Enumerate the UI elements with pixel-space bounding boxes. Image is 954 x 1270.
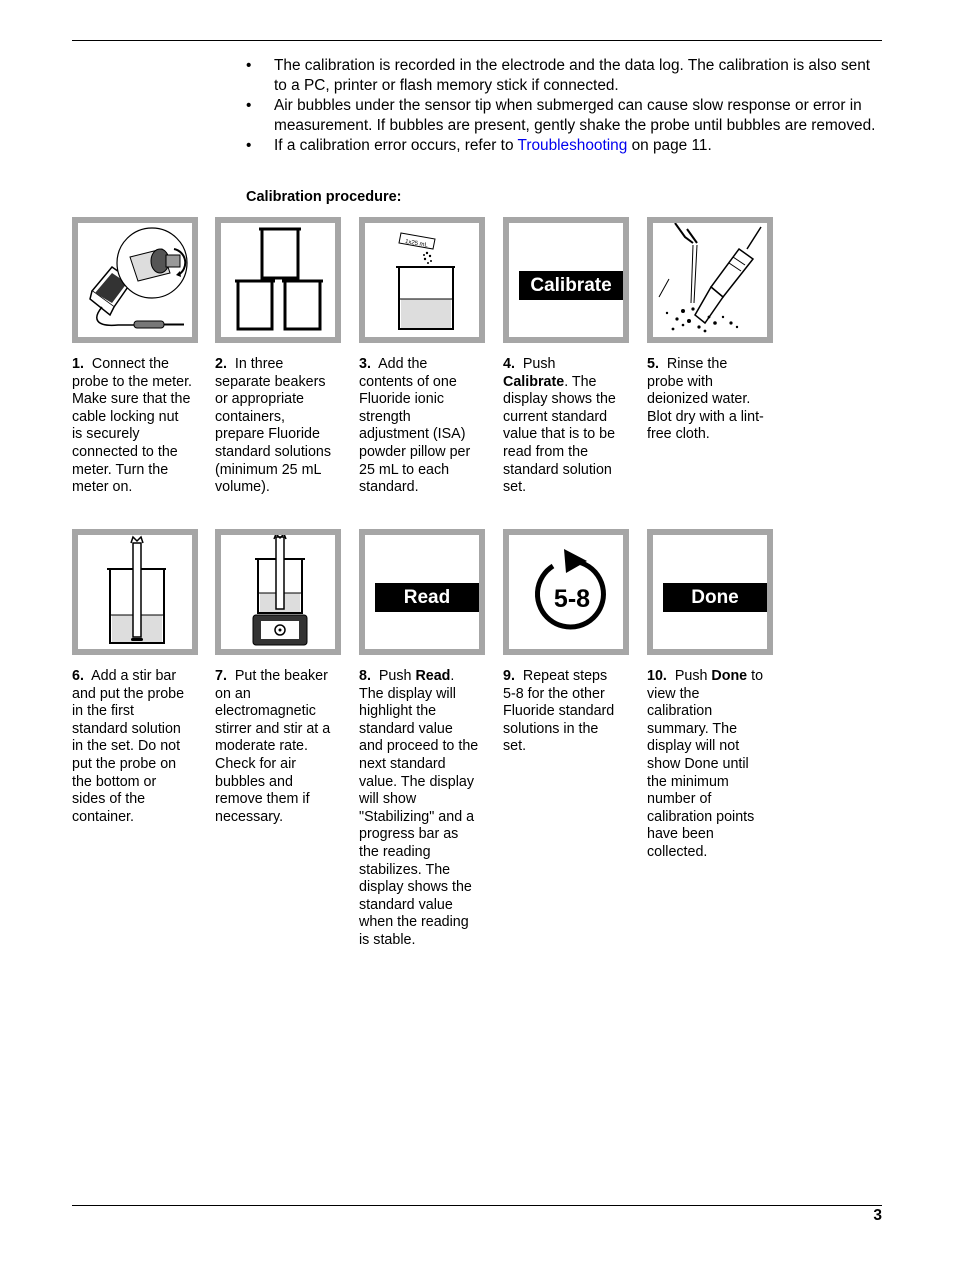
step-10-illustration <box>647 529 773 655</box>
step-description: In three separate beakers or appropriate containers, prepare Fluoride standard solutions (minimum 25 mL volume). <box>215 356 332 496</box>
stirrer-beaker-icon <box>221 535 335 649</box>
step-4-text <box>503 356 623 497</box>
bullet-symbol: • <box>246 97 252 115</box>
step-3-illustration <box>359 217 485 343</box>
procedure-heading: Calibration procedure: <box>246 189 402 205</box>
step-9-illustration <box>503 529 629 655</box>
footer-rule <box>72 1205 882 1206</box>
powder-pillow-beaker-icon <box>365 223 479 337</box>
step-description: Connect the probe to the meter. Make sure that the cable locking nut is securely connected to the meter. Turn the meter on. <box>72 356 193 496</box>
repeat-steps-label: 5-8 <box>553 585 591 613</box>
step-number: 1. <box>72 356 84 372</box>
note-text-after: on page 11. <box>627 137 712 155</box>
step-number: 5. <box>647 356 659 372</box>
bullet-symbol: • <box>246 57 252 74</box>
header-rule <box>72 40 882 41</box>
step-2-illustration <box>215 217 341 343</box>
step-7-text <box>215 668 335 826</box>
step-number: 8. <box>359 668 371 684</box>
step-1-text <box>72 356 192 497</box>
step-number: 6. <box>72 668 84 684</box>
step-number: 10. <box>647 668 667 684</box>
step-8-text <box>359 668 479 950</box>
note-item <box>246 96 876 135</box>
step-4-illustration <box>503 217 629 343</box>
step-description: Repeat steps 5-8 for the other Fluoride standard solutions in the set. <box>503 668 615 755</box>
step-description-pre: Push <box>522 356 556 372</box>
read-key[interactable]: Read <box>375 583 479 612</box>
step-2-text <box>215 356 335 497</box>
step-6-text <box>72 668 192 826</box>
step-7-illustration <box>215 529 341 655</box>
step-6-illustration <box>72 529 198 655</box>
step-description: Add the contents of one Fluoride ionic strength adjustment (ISA) powder pillow per 25 mL to each standard. <box>359 356 471 496</box>
step-description-pre: Push <box>674 668 712 684</box>
note-item <box>246 136 876 156</box>
step-description: Rinse the probe with deionized water. Blot dry with a lint-free cloth. <box>647 356 764 443</box>
done-key-name: Done <box>711 668 748 684</box>
step-number: 7. <box>215 668 227 684</box>
probe-in-beaker-icon <box>78 535 192 649</box>
step-1-illustration <box>72 217 198 343</box>
step-description: Add a stir bar and put the probe in the first standard solution in the set. Do not put the probe on the bottom or sides of the container. <box>72 668 185 825</box>
note-text: Air bubbles under the sensor tip when submerged can cause slow response or error in measurement. If bubbles are present, gently shake the probe until bubbles are removed. <box>274 97 876 134</box>
step-description-post: . The display will highlight the standard value and proceed to the next standard value. The display will show "Stabilizing" and a progress bar as the reading stabilizes. The display shows the standard value when the reading is stable. <box>359 668 479 948</box>
step-5-text <box>647 356 767 444</box>
note-text: The calibration is recorded in the electrode and the data log. The calibration is also sent to a PC, printer or flash memory stick if connected. <box>274 57 871 94</box>
step-3-text <box>359 356 479 497</box>
rinse-probe-icon <box>653 223 767 337</box>
pillow-label: 1x25 mL <box>404 238 429 249</box>
step-description-post: to view the calibration summary. The display will not show Done until the minimum number of calibration points have been collected. <box>647 668 764 860</box>
step-description: Put the beaker on an electromagnetic stirrer and stir at a moderate rate. Check for air bubbles and remove them if necessary. <box>215 668 331 825</box>
step-number: 9. <box>503 668 515 684</box>
step-5-illustration <box>647 217 773 343</box>
troubleshooting-link[interactable]: Troubleshooting <box>517 137 628 155</box>
bullet-symbol: • <box>246 137 252 155</box>
note-text-before: If a calibration error occurs, refer to <box>274 137 518 155</box>
done-key[interactable]: Done <box>663 583 767 612</box>
meter-probe-icon <box>78 223 192 337</box>
step-description-pre: Push <box>378 668 416 684</box>
calibrate-key-name: Calibrate <box>503 373 565 390</box>
page-number: 3 <box>873 1207 882 1224</box>
notes-list <box>246 56 876 157</box>
step-description-post: . The display shows the current standard value that is to be read from the standard solution set. <box>503 373 616 496</box>
repeat-cycle-icon <box>509 535 623 649</box>
three-beakers-icon <box>221 223 335 337</box>
step-9-text <box>503 668 623 756</box>
step-number: 4. <box>503 356 515 372</box>
step-8-illustration <box>359 529 485 655</box>
note-item <box>246 56 876 95</box>
read-key-name: Read <box>415 668 451 684</box>
step-number: 3. <box>359 356 371 372</box>
step-10-text <box>647 668 767 862</box>
calibrate-key[interactable]: Calibrate <box>519 271 623 300</box>
step-number: 2. <box>215 356 227 372</box>
